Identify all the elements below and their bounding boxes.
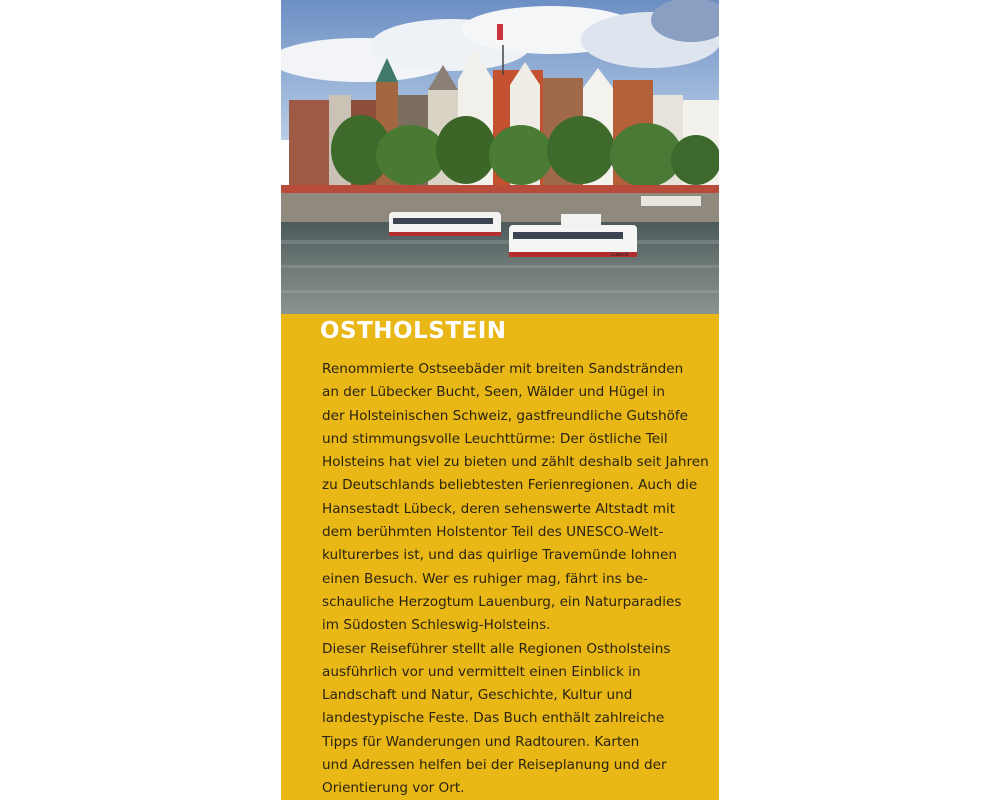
text-line: dem berühmten Holstentor Teil des UNESCO-Welt- — [322, 524, 664, 541]
boat-name-label: Lübeck — [611, 252, 629, 258]
text-line: Holsteins hat viel zu bieten und zählt deshalb seit Jahren — [322, 454, 709, 471]
text-line: kulturerbes ist, und das quirlige Travemünde lohnen — [322, 547, 678, 564]
text-line: landestypische Feste. Das Buch enthält zahlreiche — [322, 710, 665, 727]
yellow-text-panel — [281, 314, 719, 800]
text-line: Dieser Reiseführer stellt alle Regionen Ostholsteins — [322, 640, 671, 657]
text-line: Tipps für Wanderungen und Radtouren. Karten — [322, 733, 640, 750]
text-line: zu Deutschlands beliebtesten Ferienregionen. Auch die — [322, 477, 698, 494]
book-back-cover — [281, 0, 719, 800]
page-title: OSTHOLSTEIN — [320, 318, 507, 344]
text-line: Landschaft und Natur, Geschichte, Kultur und — [322, 687, 633, 704]
text-line: im Südosten Schleswig-Holsteins. — [322, 617, 551, 634]
text-line: Renommierte Ostseebäder mit breiten Sandstränden — [322, 361, 684, 377]
text-line: ausführlich vor und vermittelt einen Einblick in — [322, 663, 641, 680]
text-line: der Holsteinischen Schweiz, gastfreundliche Gutshöfe — [322, 407, 689, 424]
text-line: einen Besuch. Wer es ruhiger mag, fährt ins be- — [322, 570, 648, 587]
text-line: Hansestadt Lübeck, deren sehenswerte Altstadt mit — [322, 500, 676, 517]
text-line: Orientierung vor Ort. — [322, 780, 465, 797]
cover-photo-luebeck-harbour — [281, 0, 719, 314]
text-line: schauliche Herzogtum Lauenburg, ein Naturparadies — [322, 593, 682, 610]
description-text — [322, 358, 712, 800]
text-line: an der Lübecker Bucht, Seen, Wälder und Hügel in — [322, 384, 665, 401]
text-line: und stimmungsvolle Leuchttürme: Der östliche Teil — [322, 430, 668, 447]
text-line: und Adressen helfen bei der Reiseplanung und der — [322, 757, 667, 774]
